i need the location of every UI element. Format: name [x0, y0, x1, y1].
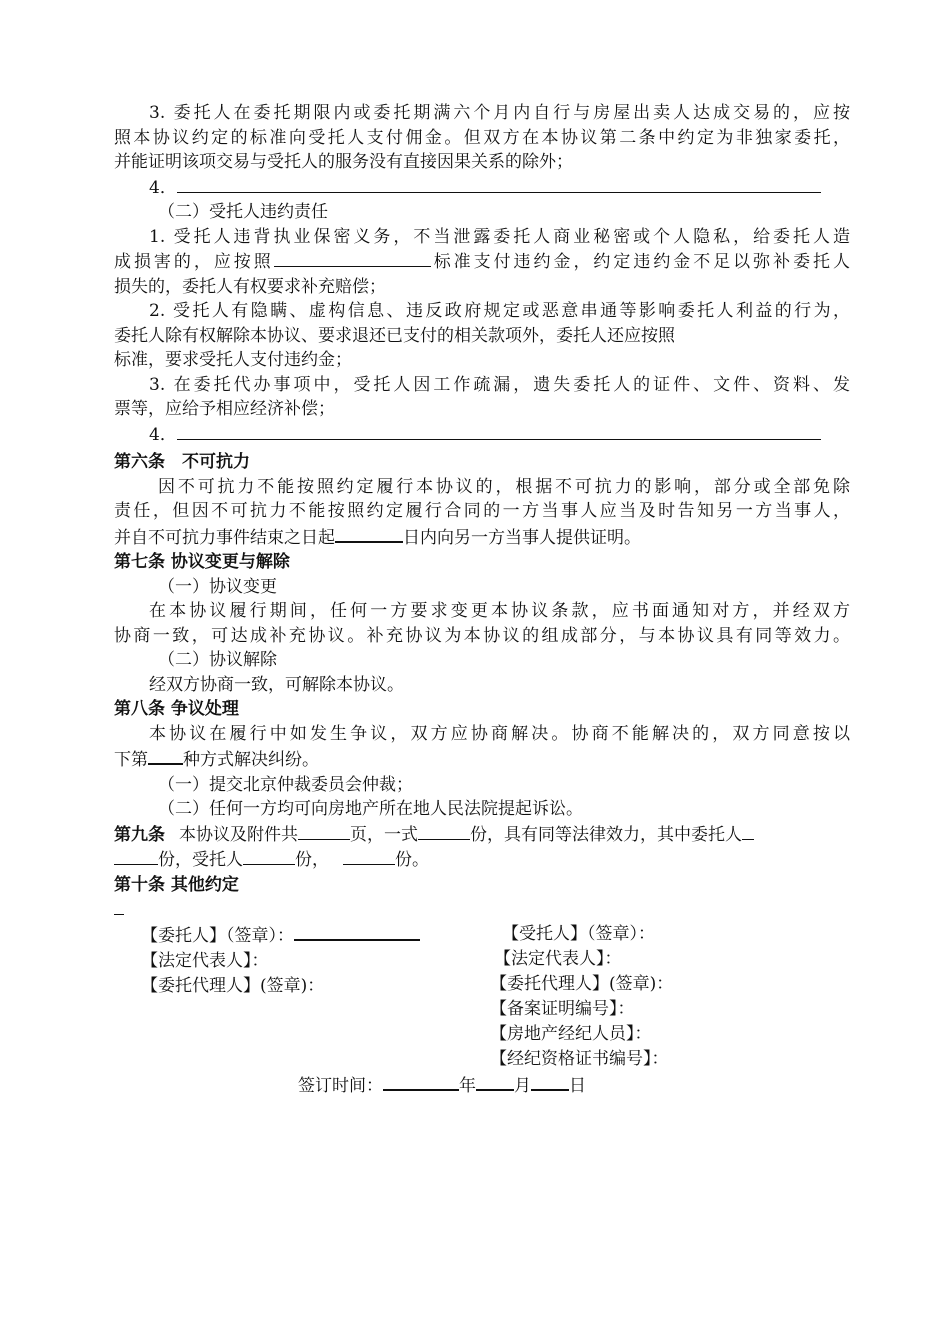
article-6-line-2: 责任，但因不可抗力不能按照约定履行合同的一方当事人应当及时告知另一方当事人， [114, 501, 850, 521]
trustee-agent-label: 【委托代理人】(签章)： [490, 974, 674, 994]
article-8-text-a: 下第 [114, 750, 148, 770]
article-9-text-d: 份，受托人 [158, 850, 243, 870]
principal-sign-label: 【委托人】（签章）： [141, 926, 294, 946]
article-7-title: 第七条 协议变更与解除 [114, 552, 290, 572]
breach-1-text-a: 成损害的，应按照 [114, 252, 274, 272]
breach-4-line [114, 422, 850, 448]
article-7-para-2: 经双方协商一致，可解除本协议。 [149, 674, 404, 695]
article-8-line-2 [114, 746, 850, 773]
certificate-number-label: 【经纪资格证书编号】： [490, 1049, 669, 1069]
article-8-text-b: 种方式解决纠纷。 [183, 750, 319, 770]
article-7-sub-1: （一）协议变更 [158, 576, 277, 597]
breach-2-line-3: 标准，要求受托人支付违约金； [114, 350, 352, 370]
article-7-para-1-line-1: 在本协议履行期间，任何一方要求变更本协议条款，应书面通知对方，并经双方 [149, 601, 850, 621]
article-6-line-3 [114, 524, 850, 551]
month-label: 月 [514, 1076, 531, 1096]
other-copies-blank [343, 847, 395, 865]
year-blank [383, 1072, 459, 1091]
trustee-copies-blank [243, 847, 295, 865]
clause-4-label: 4． [149, 177, 177, 198]
breach-4-label: 4． [149, 424, 177, 445]
article-7-sub-2: （二）协议解除 [158, 650, 277, 670]
clause-3-line-3: 并能证明该项交易与受托人的服务没有直接因果关系的除外； [114, 152, 573, 172]
breach-4-blank [177, 422, 821, 440]
days-blank [335, 524, 403, 543]
principal-copies-blank-a [742, 822, 754, 840]
article-7-para-1-line-2: 协商一致，可达成补充协议。补充协议为本协议的组成部分，与本协议具有同等效力。 [114, 625, 850, 646]
month-blank [476, 1072, 514, 1091]
breach-1-line-3: 损失的，委托人有权要求补充赔偿； [114, 276, 386, 297]
article-10-title: 第十条 其他约定 [114, 874, 239, 895]
broker-label: 【房地产经纪人员】： [490, 1024, 652, 1044]
clauses-block [114, 101, 850, 447]
breach-2-line-2: 委托人除有权解除本协议、要求退还已支付的相关款项外，委托人还应按照 [114, 325, 675, 346]
breach-2-line-1: 2. 受托人有隐瞒、虚构信息、违反政府规定或恶意串通等影响委托人利益的行为， [149, 301, 850, 321]
principal-legal-rep-label: 【法定代表人】： [141, 951, 269, 971]
article-8-option-2: （二）任何一方均可向房地产所在地人民法院提起诉讼。 [158, 799, 583, 819]
breach-3-line-2: 票等，应给予相应经济补偿； [114, 399, 335, 419]
clause-4-blank [177, 175, 821, 193]
clause-3-line-2: 照本协议约定的标准向受托人支付佣金。但双方在本协议第二条中约定为非独家委托， [114, 127, 850, 148]
article-9-title: 第九条 [114, 824, 165, 845]
article-6-text-a: 并自不可抗力事件结束之日起 [114, 527, 335, 548]
signature-right-column [490, 922, 673, 1072]
principal-agent-label: 【委托代理人】(签章)： [141, 976, 325, 996]
breach-1-line-2 [114, 249, 850, 275]
article-9-line-1 [114, 822, 850, 848]
article-6-text-b: 日内向另一方当事人提供证明。 [403, 527, 641, 548]
trustee-legal-rep-label: 【法定代表人】： [494, 949, 622, 969]
article-9-text-c: 份，具有同等法律效力，其中委托人 [470, 824, 742, 845]
signing-date-line [298, 1072, 586, 1099]
article-6-line-1: 因不可抗力不能按照约定履行本协议的，根据不可抗力的影响，部分或全部免除 [158, 476, 850, 497]
principal-sign-blank [294, 922, 420, 941]
article-9-text-b: 页，一式 [350, 824, 418, 845]
article-9-line-2 [114, 847, 850, 873]
short-rule [114, 914, 124, 915]
method-blank [148, 746, 183, 765]
filing-number-label: 【备案证明编号】： [490, 999, 635, 1019]
article-9-text-a: 本协议及附件共 [179, 824, 298, 845]
clause-3-line-1: 3. 委托人在委托期限内或委托期满六个月内自行与房屋出卖人达成交易的，应按 [149, 103, 850, 123]
article-9-text-e: 份， [295, 850, 329, 870]
day-label: 日 [569, 1076, 586, 1096]
breach-1-line-1: 1. 受托人违背执业保密义务，不当泄露委托人商业秘密或个人隐私，给委托人造 [149, 226, 850, 247]
signing-date-label: 签订时间： [298, 1076, 383, 1096]
signature-left-column [141, 922, 420, 999]
copies-blank [418, 822, 470, 840]
pages-blank [298, 822, 350, 840]
principal-copies-blank-b [114, 847, 158, 865]
clause-4-line [114, 175, 850, 201]
principal-sign-line [141, 922, 420, 949]
year-label: 年 [459, 1076, 476, 1096]
breach-1-text-b: 标准支付违约金，约定违约金不足以弥补委托人 [430, 252, 851, 272]
penalty-standard-blank [274, 249, 431, 267]
article-8-title: 第八条 争议处理 [114, 699, 239, 719]
day-blank [531, 1072, 569, 1091]
article-6-title: 第六条 不可抗力 [114, 452, 250, 472]
article-8-line-1: 本协议在履行中如发生争议，双方应协商解决。协商不能解决的，双方同意按以 [149, 723, 850, 744]
breach-3-line-1: 3. 在委托代办事项中，受托人因工作疏漏，遗失委托人的证件、文件、资料、发 [149, 374, 850, 395]
subsection-trustee-breach-title: （二）受托人违约责任 [158, 202, 328, 222]
article-8-option-1: （一）提交北京仲裁委员会仲裁； [158, 774, 413, 795]
trustee-sign-label: 【受托人】（签章）： [502, 924, 655, 944]
article-9-text-f: 份。 [395, 850, 429, 870]
articles-block [114, 450, 850, 897]
